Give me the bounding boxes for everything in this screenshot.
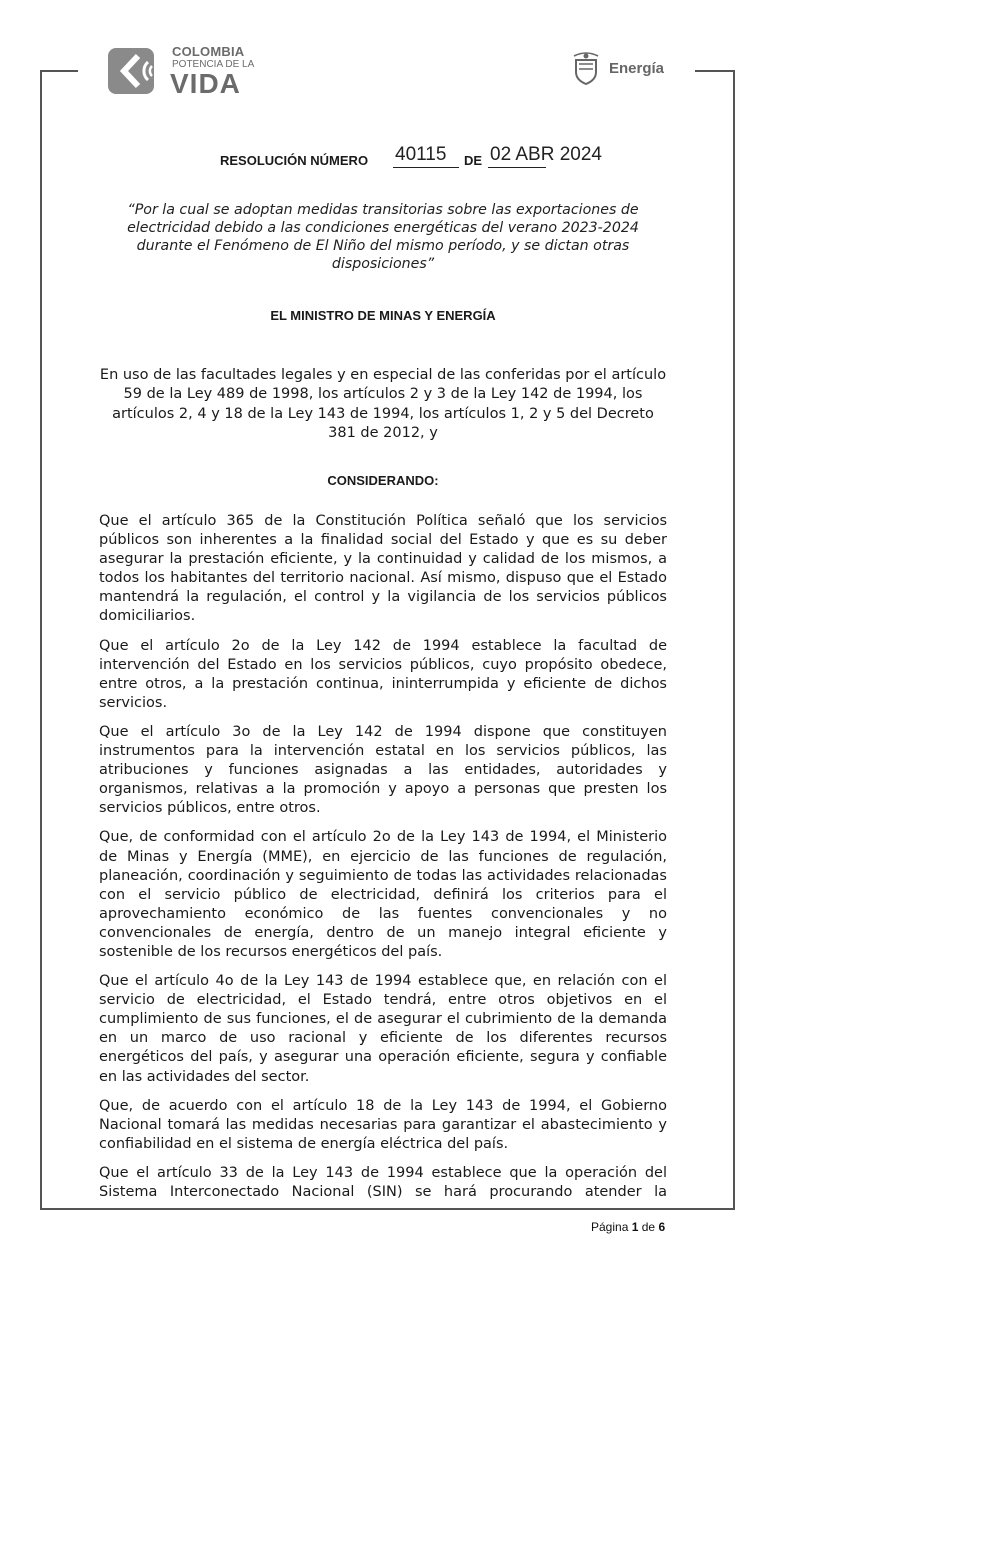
paragraph: Que el artículo 4o de la Ley 143 de 1994 establece que, en relación con el servicio de electricidad, el Estado tendrá, entre otros objetivos en el cumplimiento de sus funciones, el de asegurar el cubrimiento de la demanda en un marco de uso racional y eficiente de los diferentes recursos energéticos del país, y asegurar una operación eficiente, segura y confiable en las actividades del sector. — [99, 973, 667, 1085]
considerando-heading: CONSIDERANDO: — [327, 473, 439, 488]
frame-border-top-right — [695, 70, 735, 72]
ministry-energia-logo — [570, 52, 670, 88]
considerando-body — [99, 512, 667, 1212]
ministry-logo-text: Energía — [609, 60, 665, 77]
paragraph: Que el artículo 2o de la Ley 142 de 1994 establece la facultad de intervención del Estado en los servicios públicos, cuyo propósito obedece, entre otros, a la prestación continua, ininterrumpida y eficiente de dichos servicios. — [99, 637, 667, 711]
paragraph: Que, de conformidad con el artículo 2o de la Ley 143 de 1994, el Ministerio de Minas y Energía (MME), en ejercicio de las funciones de regulación, planeación, coordinación y seguimiento de todas las actividades relacionadas con el servicio público de electricidad, definirá los criterios para el aprovechamiento económico de las fuentes convencionales y no convencionales de energía, dentro de un manejo integral eficiente y sostenible de los recursos energéticos del país. — [99, 829, 667, 960]
frame-border-top-left — [40, 70, 78, 72]
preamble-text: En uso de las facultades legales y en especial de las conferidas por el artículo 59 de la Ley 489 de 1998, los artículos 2 y 3 de la Ley 142 de 1994, los artículos 2, 4 y 18 de la Ley 143 de 1994, los artículos 1, 2 y 5 del Decreto 381 de 2012, y — [99, 367, 667, 442]
resolution-number-underline — [393, 167, 459, 168]
paragraph: Que el artículo 3o de la Ley 142 de 1994 dispone que constituyen instrumentos para la intervención estatal en los servicios públicos, las atribuciones y funciones asignadas a las entidades, autoridades y organismos, relativas a la promoción y apoyo a personas que presten los servicios públicos, entre otros. — [99, 723, 667, 817]
colombia-potencia-de-la-vida-logo — [108, 44, 258, 98]
issuer-heading: EL MINISTRO DE MINAS Y ENERGÍA — [270, 308, 496, 323]
resolution-title: “Por la cual se adoptan medidas transitorias sobre las exportaciones de electricidad debido a las condiciones energéticas del verano 2023-2024 durante el Fenómeno de El Niño del mismo período, y se dictan otras disposiciones” — [127, 202, 639, 273]
resolution-number-line — [220, 144, 640, 170]
brand-mark-icon — [108, 46, 158, 96]
logo-line-1: COLOMBIA — [172, 44, 245, 59]
page-label: Página — [591, 1220, 629, 1234]
page-total: 6 — [658, 1220, 666, 1234]
resolution-number: 40115 — [395, 144, 447, 165]
logo-line-3: VIDA — [170, 68, 241, 99]
frame-border-right — [733, 70, 735, 1210]
page-current: 1 — [631, 1220, 639, 1234]
page-of-label: de — [641, 1220, 656, 1234]
resolution-de-label: DE — [464, 153, 483, 168]
paragraph: Que, de acuerdo con el artículo 18 de la Ley 143 de 1994, el Gobierno Nacional tomará las medidas necesarias para garantizar el abastecimiento y confiabilidad en el sistema de energía eléctrica del país. — [99, 1097, 667, 1152]
paragraph: Que el artículo 33 de la Ley 143 de 1994 establece que la operación del Sistema Interconectado Nacional (SIN) se hará procurando atender la — [99, 1164, 667, 1200]
coat-of-arms-icon — [570, 52, 602, 86]
resolution-date-underline — [488, 167, 546, 168]
resolution-date: 02 ABR 2024 — [490, 144, 602, 165]
frame-border-left — [40, 70, 42, 1210]
resolution-number-label: RESOLUCIÓN NÚMERO — [220, 153, 369, 168]
paragraph: Que el artículo 365 de la Constitución Política señaló que los servicios públicos son inherentes a la finalidad social del Estado y que es su deber asegurar la prestación eficiente, y la continuidad y calidad de los mismos, a todos los habitantes del territorio nacional. Así mismo, dispuso que el Estado mantendrá la regulación, el control y la vigilancia de los servicios públicos domiciliarios. — [99, 513, 667, 625]
logo-line-2: POTENCIA DE LA — [172, 59, 255, 70]
page-number — [591, 1220, 665, 1234]
